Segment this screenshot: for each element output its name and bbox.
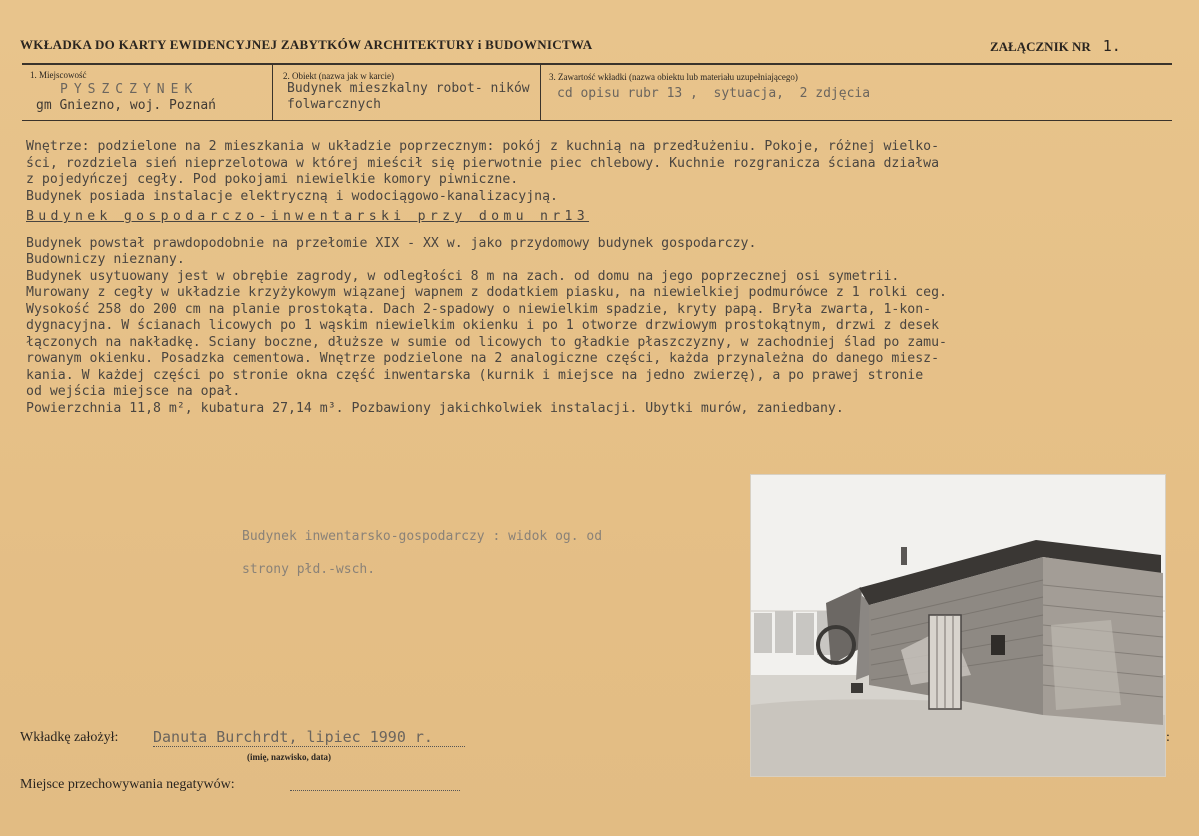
- field-divider-1: [272, 64, 273, 120]
- annex-value: 1.: [1102, 37, 1121, 55]
- description-line: Wysokość 258 do 200 cm na planie prostokąta. Dach 2-spadowy o niewielkim spadzie, kryty papą. Bryła zwarta, 1-kon-: [26, 301, 932, 317]
- caption-line-2: strony płd.-wsch.: [242, 562, 376, 577]
- description-text: [26, 139, 1171, 417]
- building-photo-image: [751, 475, 1165, 776]
- description-line: Murowany z cegły w układzie krzyżykowym wiązanej wapnem z dodatkiem piasku, na niewielkiej podmurówce z 1 rolki ceg.: [26, 285, 947, 300]
- description-line: Budynek powstał prawdopodobnie na przełomie XIX - XX w. jako przydomowy budynek gospodarczy.: [26, 235, 757, 251]
- card-title: WKŁADKA DO KARTY EWIDENCYJNEJ ZABYTKÓW ARCHITEKTURY i BUDOWNICTWA: [20, 37, 593, 52]
- spacer: [26, 226, 1171, 236]
- storage-label: Miejsce przechowywania negatywów:: [20, 777, 235, 792]
- description-line: od wejścia miejsce na opał.: [26, 384, 241, 399]
- field-locality-value: PYSZCZYNEK: [60, 82, 199, 97]
- caption-line-1: Budynek inwentarsko-gospodarczy : widok og. od: [242, 529, 603, 544]
- description-line: Wnętrze: podzielone na 2 mieszkania w układzie poprzecznym: pokój z kuchnią na przedłużeniu. Pokoje, różnej wielko-: [26, 139, 940, 154]
- field-contents-value: cd opisu rubr 13 , sytuacja, 2 zdjęcia: [557, 86, 871, 101]
- header-rule-bottom: [22, 120, 1172, 121]
- description-line: Budynek posiada instalacje elektryczną i wodociągowo-kanalizacyjną.: [26, 188, 558, 204]
- description-line: łączonych na nakładkę. Ściany boczne, dłuższe w sumie od licowych to gładkie płaszczyzny, w zachodniej ślad po zamu-: [26, 334, 947, 350]
- field-object-value: Budynek mieszkalny robot- ników folwarcznych: [287, 81, 530, 112]
- description-line: z pojedyńczej cegły. Pod pokojami niewielkie komory piwniczne.: [26, 172, 519, 187]
- field-object-label: 2. Obiekt (nazwa jak w karcie): [283, 71, 394, 81]
- field-locality-label: 1. Miejscowość: [30, 70, 87, 80]
- description-line: ści, rozdziela sień nieprzelotowa w której mieścił się pierwotnie piec chlebowy. Kuchnie rozgranicza ściana działwa: [26, 155, 940, 171]
- founder-value: Danuta Burchrdt, lipiec 1990 r.: [153, 728, 465, 747]
- description-line: Powierzchnia 11,8 m², kubatura 27,14 m³. Pozbawiony jakichkolwiek instalacji. Ubytki murów, zaniedbany.: [26, 400, 844, 416]
- field-divider-2: [540, 64, 541, 120]
- storage-field: [290, 790, 460, 791]
- annex-label: ZAŁĄCZNIK NR: [990, 39, 1091, 54]
- description-line: Budynek usytuowany jest w obrębie zagrody, w odległości 8 m na zach. od domu na jego poprzecznej osi symetrii.: [26, 268, 900, 284]
- annex-number: [990, 37, 1121, 55]
- field-locality-region: gm Gniezno, woj. Poznań: [36, 98, 217, 113]
- section-heading: Budynek gospodarczo-inwentarski przy domu nr13: [26, 209, 590, 224]
- trailing-colon: :: [1166, 730, 1170, 745]
- description-line: rowanym okienku. Posadzka cementowa. Wnętrze podzielone na 2 analogiczne części, każda przynależna do danego miesz-: [26, 351, 940, 366]
- building-photo: [750, 474, 1166, 777]
- photo-caption: [242, 520, 602, 586]
- founder-label: Wkładkę założył:: [20, 730, 119, 745]
- founder-subtitle: (imię, nazwisko, data): [247, 752, 331, 762]
- header-rule-top: [22, 63, 1172, 65]
- description-line: kania. W każdej części po stronie okna część inwentarska (kurnik i miejsce na jedno zwierzę), a po prawej stronie: [26, 367, 924, 383]
- description-line: Budowniczy nieznany.: [26, 252, 185, 267]
- field-contents-label: 3. Zawartość wkładki (nazwa obiektu lub materiału uzupełniającego): [549, 72, 798, 82]
- description-line: dygnacyjna. W ścianach licowych po 1 wąskim niewielkim okienku i po 1 otworze drzwiowym prostokątnym, drzwi z desek: [26, 318, 940, 333]
